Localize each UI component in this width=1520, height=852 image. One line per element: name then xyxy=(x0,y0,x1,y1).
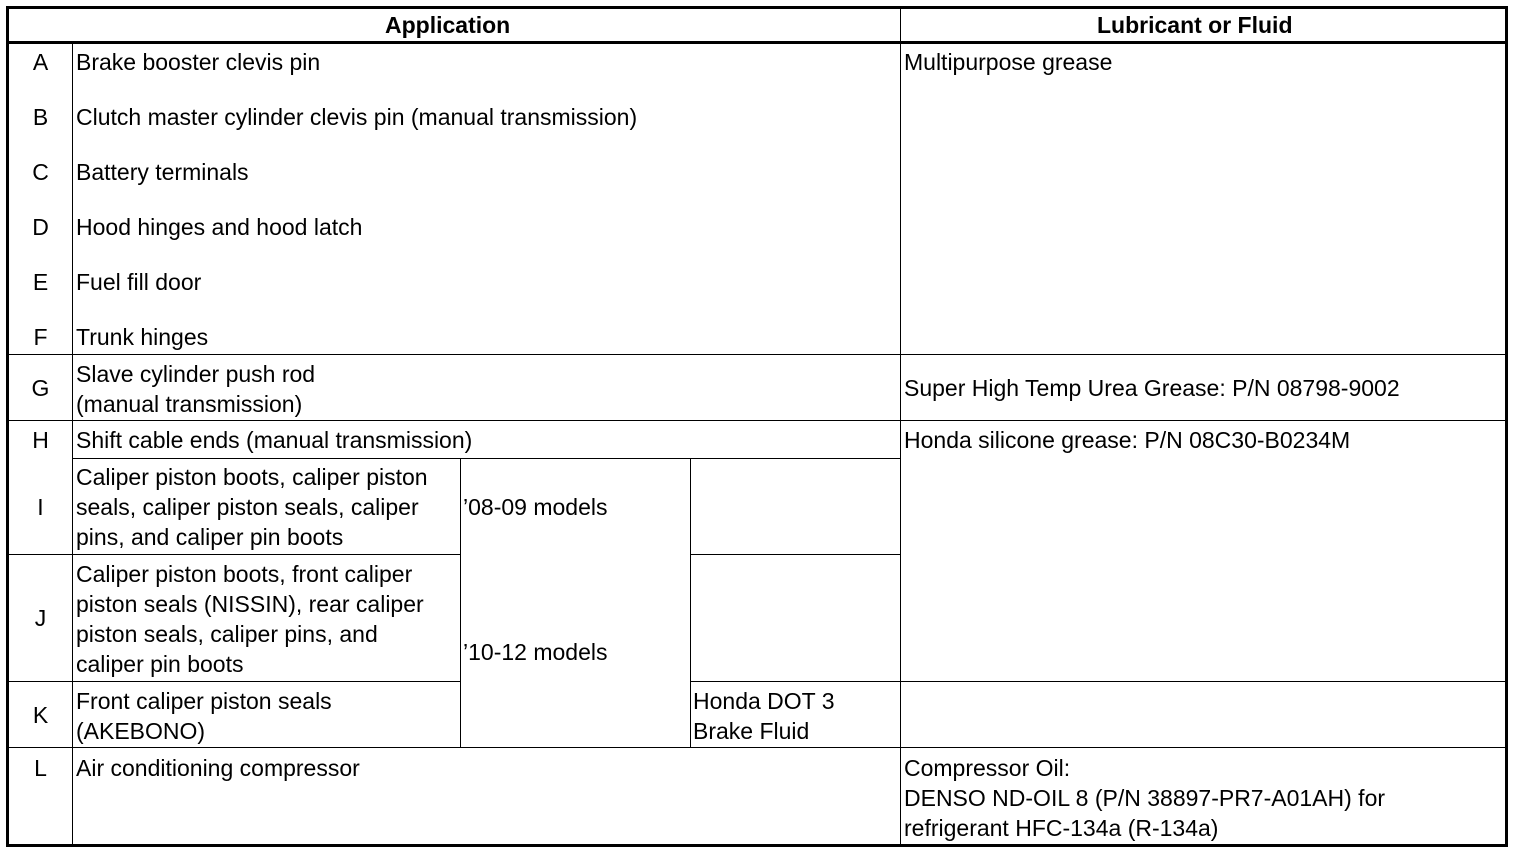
row-letter-h: H xyxy=(32,427,49,453)
application-g-line2: (manual transmission) xyxy=(76,391,303,417)
application-j-line2: piston seals (NISSIN), rear caliper xyxy=(76,591,424,617)
application-i-line2: seals, caliper piston seals, caliper xyxy=(76,494,419,520)
application-j-line4: caliper pin boots xyxy=(76,651,244,677)
application-i-line3: pins, and caliper pin boots xyxy=(76,524,344,550)
application-a: Brake booster clevis pin xyxy=(76,49,321,75)
application-d: Hood hinges and hood latch xyxy=(76,214,363,240)
row-letter-e: E xyxy=(32,269,49,295)
col-divider-letter xyxy=(72,43,73,846)
row-letter-d: D xyxy=(32,214,49,240)
lubricant-multipurpose: Multipurpose grease xyxy=(904,49,1113,75)
application-f: Trunk hinges xyxy=(76,324,209,350)
row-letter-i: I xyxy=(37,494,44,520)
table-border-right xyxy=(1505,6,1508,847)
application-k-line1: Front caliper piston seals xyxy=(76,688,332,714)
col-divider-lubricant xyxy=(900,6,901,846)
lubricant-compressor-line1: Compressor Oil: xyxy=(904,755,1071,781)
row-divider-g-h xyxy=(6,420,1508,421)
row-divider-f-g xyxy=(6,354,1508,355)
application-l: Air conditioning compressor xyxy=(76,755,360,781)
table-border-top xyxy=(6,6,1508,9)
row-letter-c: C xyxy=(32,159,49,185)
models-i: ’08-09 models xyxy=(463,494,608,520)
col-divider-fluid xyxy=(690,458,691,748)
col-divider-models xyxy=(460,458,461,748)
application-c: Battery terminals xyxy=(76,159,249,185)
header-lubricant: Lubricant or Fluid xyxy=(1097,12,1293,38)
row-letter-k: K xyxy=(32,702,49,728)
row-divider-h-i xyxy=(72,458,901,459)
header-application: Application xyxy=(385,12,511,38)
fluid-k-line2: Brake Fluid xyxy=(693,718,810,744)
lubricant-silicone: Honda silicone grease: P/N 08C30-B0234M xyxy=(904,427,1351,453)
row-letter-b: B xyxy=(32,104,49,130)
application-i-line1: Caliper piston boots, caliper piston xyxy=(76,464,428,490)
row-divider-j-k xyxy=(6,681,461,682)
lubricant-urea: Super High Temp Urea Grease: P/N 08798-9002 xyxy=(904,375,1400,401)
row-letter-l: L xyxy=(34,755,47,781)
row-divider-i-j-fluid xyxy=(690,554,901,555)
lubricant-compressor-line3: refrigerant HFC-134a (R-134a) xyxy=(904,815,1219,841)
row-letter-g: G xyxy=(31,375,50,401)
application-b: Clutch master cylinder clevis pin (manual transmission) xyxy=(76,104,638,130)
row-divider-i-j xyxy=(6,554,461,555)
models-j-k: ’10-12 models xyxy=(463,639,608,665)
application-j-line1: Caliper piston boots, front caliper xyxy=(76,561,413,587)
row-letter-a: A xyxy=(32,49,49,75)
header-divider xyxy=(6,41,1508,44)
row-divider-j-k-right xyxy=(690,681,1508,682)
lubricant-compressor-line2: DENSO ND-OIL 8 (P/N 38897-PR7-A01AH) for xyxy=(904,785,1386,811)
application-e: Fuel fill door xyxy=(76,269,202,295)
row-divider-k-l xyxy=(6,747,1508,748)
application-j-line3: piston seals, caliper pins, and xyxy=(76,621,378,647)
row-letter-f: F xyxy=(33,324,48,350)
row-letter-j: J xyxy=(34,605,47,631)
application-h: Shift cable ends (manual transmission) xyxy=(76,427,473,453)
application-g-line1: Slave cylinder push rod xyxy=(76,361,316,387)
fluid-k-line1: Honda DOT 3 xyxy=(693,688,835,714)
table-border-bottom xyxy=(6,844,1508,847)
application-k-line2: (AKEBONO) xyxy=(76,718,206,744)
